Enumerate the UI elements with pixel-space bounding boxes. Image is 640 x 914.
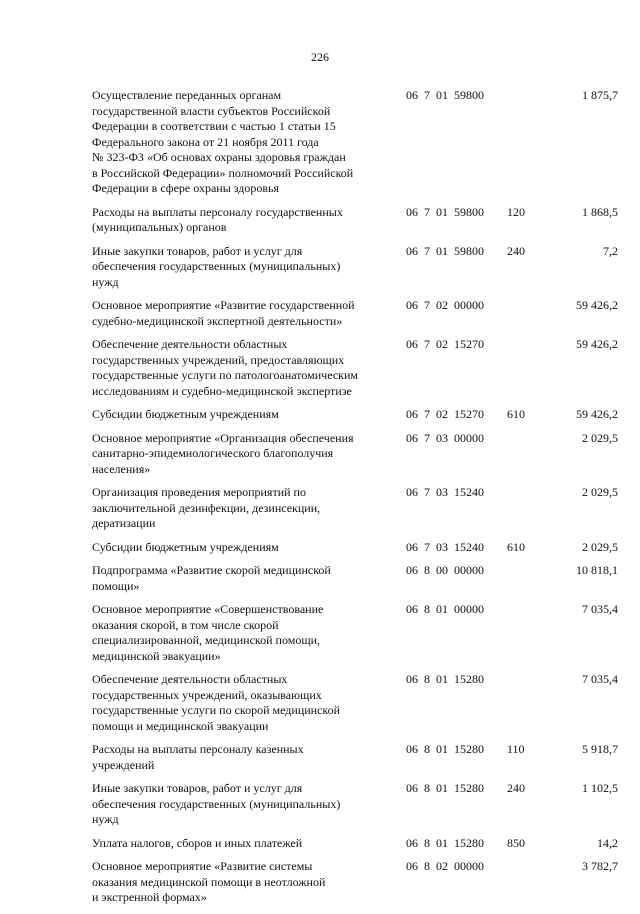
row-description: Субсидии бюджетным учреждениям bbox=[92, 407, 279, 421]
row-classification-code: 06 7 02 00000 bbox=[406, 298, 484, 312]
row-classification-code: 06 7 02 15270 bbox=[406, 337, 484, 351]
table-row bbox=[92, 672, 618, 734]
table-row bbox=[92, 742, 618, 773]
row-description: Субсидии бюджетным учреждениям bbox=[92, 539, 279, 554]
table-row bbox=[92, 836, 618, 852]
page-number: 226 bbox=[311, 50, 329, 64]
row-classification-code: 06 8 01 15280 bbox=[406, 835, 484, 850]
row-description: Организация проведения мероприятий по заключительной дезинфекции, дезинсекции, дератизации bbox=[92, 485, 321, 530]
row-amount: 59 426,2 bbox=[576, 298, 618, 312]
table-row bbox=[92, 88, 618, 197]
row-description: Подпрограмма «Развитие скорой медицинской помощи» bbox=[92, 563, 331, 593]
row-classification-code: 06 7 03 15240 bbox=[406, 539, 484, 554]
row-expense-type: 240 bbox=[507, 243, 525, 258]
row-description: Иные закупки товаров, работ и услуг для обеспечения государственных (муниципальных) нужд bbox=[92, 243, 341, 289]
row-amount: 2 029,5 bbox=[582, 539, 618, 554]
row-classification-code: 06 8 00 00000 bbox=[406, 563, 484, 577]
row-description: Иные закупки товаров, работ и услуг для обеспечения государственных (муниципальных) нужд bbox=[92, 781, 341, 826]
row-classification-code: 06 7 02 15270 bbox=[406, 407, 484, 421]
row-classification-code: 06 7 01 59800 bbox=[406, 243, 484, 258]
table-row bbox=[92, 485, 618, 532]
row-classification-code: 06 8 01 15280 bbox=[406, 781, 484, 795]
row-amount: 14,2 bbox=[597, 835, 618, 850]
row-amount: 3 782,7 bbox=[582, 859, 618, 873]
row-description: Основное мероприятие «Совершенствование оказания скорой, в том числе скорой специализированной, медицинской помощи, медицинской эвакуации» bbox=[92, 602, 324, 663]
row-description: Обеспечение деятельности областных государственных учреждений, оказывающих государственные услуги по скорой медицинской помощи и медицинской эвакуации bbox=[92, 672, 341, 733]
row-description: Основное мероприятие «Организация обеспечения санитарно-эпидемиологического благополучия населения» bbox=[92, 430, 354, 476]
table-row bbox=[92, 244, 618, 291]
row-amount: 1 875,7 bbox=[582, 88, 618, 102]
row-amount: 5 918,7 bbox=[582, 742, 618, 756]
row-amount: 7,2 bbox=[603, 243, 618, 258]
row-classification-code: 06 8 02 00000 bbox=[406, 859, 484, 873]
table-row bbox=[92, 563, 618, 594]
row-classification-code: 06 7 03 15240 bbox=[406, 485, 484, 499]
row-description: Осуществление переданных органам государственной власти субъектов Российской Федерации в соответствии с частью 1 статьи 15 Федерального закона от 21 ноября 2011 года № 323-ФЗ «Об основах охраны здоровья граждан в Российской Федерации» полномочий Российской Федерации в сфере охраны здоровья bbox=[92, 88, 354, 195]
table-row bbox=[92, 540, 618, 556]
row-classification-code: 06 8 01 15280 bbox=[406, 672, 484, 686]
row-expense-type: 120 bbox=[507, 204, 525, 219]
table-row bbox=[92, 407, 618, 423]
row-amount: 1 102,5 bbox=[582, 781, 618, 795]
row-description: Обеспечение деятельности областных государственных учреждений, предоставляющих государственные услуги по патологоанатомическим исследованиям и судебно-медицинской экспертизе bbox=[92, 337, 359, 398]
row-expense-type: 610 bbox=[507, 407, 525, 421]
row-amount: 59 426,2 bbox=[576, 337, 618, 351]
row-expense-type: 850 bbox=[507, 835, 525, 850]
table-row bbox=[92, 602, 618, 664]
row-amount: 2 029,5 bbox=[582, 485, 618, 499]
table-row bbox=[92, 337, 618, 399]
row-amount: 7 035,4 bbox=[582, 602, 618, 616]
row-amount: 1 868,5 bbox=[582, 204, 618, 219]
row-expense-type: 240 bbox=[507, 781, 525, 795]
row-classification-code: 06 8 01 15280 bbox=[406, 742, 484, 756]
row-classification-code: 06 7 01 59800 bbox=[406, 88, 484, 102]
row-classification-code: 06 7 01 59800 bbox=[406, 204, 484, 219]
row-description: Основное мероприятие «Развитие системы оказания медицинской помощи в неотложной и экстренной формах» bbox=[92, 859, 326, 904]
row-amount: 2 029,5 bbox=[582, 430, 618, 445]
row-amount: 7 035,4 bbox=[582, 672, 618, 686]
row-amount: 59 426,2 bbox=[576, 407, 618, 421]
row-description: Уплата налогов, сборов и иных платежей bbox=[92, 835, 303, 850]
row-description: Основное мероприятие «Развитие государственной судебно-медицинской экспертной деятельности» bbox=[92, 298, 355, 328]
table-row bbox=[92, 298, 618, 329]
row-amount: 10 818,1 bbox=[576, 563, 618, 577]
budget-table bbox=[92, 88, 618, 914]
table-row bbox=[92, 859, 618, 906]
row-classification-code: 06 7 03 00000 bbox=[406, 430, 484, 445]
table-row bbox=[92, 431, 618, 478]
row-classification-code: 06 8 01 00000 bbox=[406, 602, 484, 616]
table-row bbox=[92, 205, 618, 236]
row-description: Расходы на выплаты персоналу государственных (муниципальных) органов bbox=[92, 204, 343, 234]
row-expense-type: 610 bbox=[507, 539, 525, 554]
row-expense-type: 110 bbox=[507, 742, 525, 756]
table-row bbox=[92, 781, 618, 828]
row-description: Расходы на выплаты персоналу казенных учреждений bbox=[92, 742, 304, 772]
